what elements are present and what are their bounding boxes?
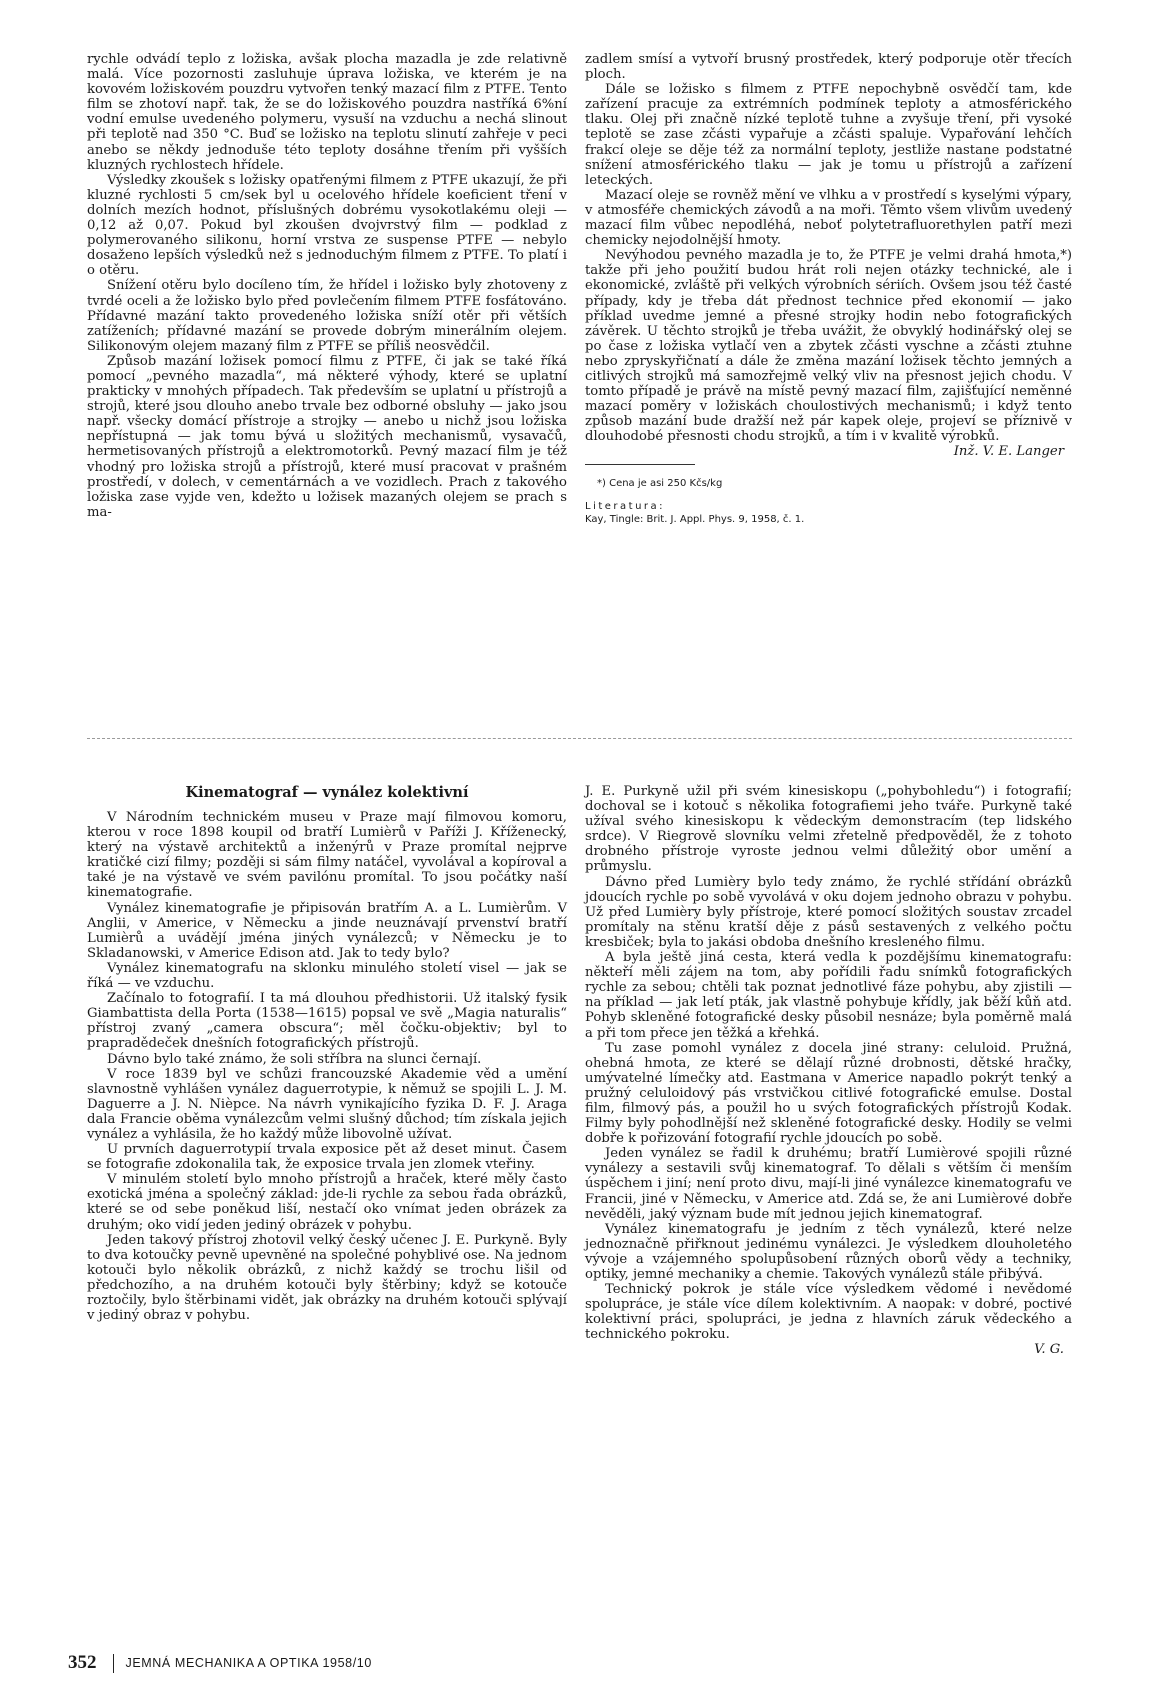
paragraph: V minulém století bylo mnoho přístrojů a hraček, které měly často exotická jména a společný základ: jde-li rychle za sebou řada obrázků, které se od sebe poněkud liší, nestačí oko vnímat jeden obrázek za druhým; oko vidí jeden jediný obrázek v pohybu. (87, 1172, 567, 1233)
paragraph: Mazací oleje se rovněž mění ve vlhku a v prostředí s kyselými výpary, v atmosféře chemických závodů a na moři. Těmto všem vlivům uvedený mazací film vůbec nepodléhá, neboť polytetrafluorethylen patří mezi chemicky nejodolnější hmoty. (585, 187, 1072, 249)
journal-title: JEMNÁ MECHANIKA A OPTIKA 1958/10 (125, 1656, 372, 1670)
article-column-right (585, 784, 1072, 1358)
paragraph: Začínalo to fotografií. I ta má dlouhou předhistorii. Už italský fysik Giambattista della Porta (1538—1615) popsal ve svě „Magia naturalis“ přístroj zvaný „camera obscura“; měl čočku-objektiv; byl to prapradědeček dnešních fotografických přístrojů. (87, 991, 567, 1052)
paragraph: Nevýhodou pevného mazadla je to, že PTFE je velmi drahá hmota,*) takže při jeho použití budou hrát roli nejen otázky technické, ale i ekonomické, zvláště při velkých výrobních sériích. Ovšem jsou též časté případy, kdy je třeba dát přednost technice před ekonomií — jako příklad uvedme jemné a přesné strojky hodin nebo fotografických závěrek. U těchto strojků je třeba uvážit, že obvyklý hodinářský olej se po čase z ložiska vytlačí ven a zbytek zčásti vyschne a zčásti ztuhne nebo zpryskyřičnatí a dále že změna mazání ložisek těchto jemných a citlivých strojků má samozřejmě velký vliv na přesnost jejich chodu. V tomto případě je právě na místě pevný mazací film, zajišťující neměnné mazací poměry v ložiskách choulostivých mechanismů; i když tento způsob mazání bude dražší než pár kapek oleje, projeví se příznivě v dlouhodobé přesnosti chodu strojků, a tím i v kvalitě výrobků. (585, 248, 1072, 445)
footnote: *) Cena je asi 250 Kčs/kg (597, 477, 723, 489)
paragraph: zadlem smísí a vytvoří brusný prostředek, který podporuje otěr třecích ploch. (585, 52, 1072, 83)
paragraph: Jeden takový přístroj zhotovil velký český učenec J. E. Purkyně. Byly to dva kotoučky pevně upevněné na společné pohyblivé ose. Na jednom kotouči bylo několik obrázků, z nichž každý se trochu lišil od předchozího, a na druhém kotouči byly štěrbiny; když se kotouče roztočily, bylo štěrbinami vidět, jak obrázky na druhém kotouči splývají v jediný obraz v pohybu. (87, 1232, 567, 1324)
paragraph: Způsob mazání ložisek pomocí filmu z PTFE, či jak se také říká pomocí „pevného mazadla“, má některé výhody, které se uplatní prakticky v mnohých případech. Tak především se uplatní u přístrojů a strojů, které jsou dlouho anebo trvale bez odborné obsluhy — jako jsou např. všecky domácí přístroje a strojky — anebo u nichž jsou ložiska nepřístupná — jak tomu bývá u složitých mechanismů, vysavačů, hermetisovaných přístrojů a elektromotorků. Pevný mazací film je též vhodný pro ložiska strojů a přístrojů, které musí pracovat v prašném prostředí, v dolech, v cementárnách a ve vozidlech. Prach z takového ložiska zase vyjde ven, kdežto u ložisek mazaných olejem se prach s ma- (87, 353, 567, 520)
paragraph: Výsledky zkoušek s ložisky opatřenými filmem z PTFE ukazují, že při kluzné rychlosti 5 cm/sek byl u ocelového hřídele koeficient tření v dolních mezích hodnot, příslušných dobrému vysokotlakému oleji — 0,12 až 0,07. Pokud byl zkoušen dvojvrstvý film — podklad z polymerovaného silikonu, horní vrstva ze suspense PTFE — nebylo dosaženo lepších výsledků než s jednoduchým filmem z PTFE. To platí i o otěru. (87, 172, 567, 279)
top-article-column-right (585, 52, 1072, 526)
article-title: Kinematograf — vynález kolektivní (185, 784, 469, 801)
section-divider (87, 738, 1072, 739)
paragraph: Vynález kinematografu je jedním z těch vynálezů, které nelze jednoznačně přiřknout jedinému vynálezci. Je výsledkem dlouholetého vývoje a vzájemného spolupůsobení různých oborů vědy a techniky, optiky, jemné mechaniky a chemie. Takových vynálezů stále přibývá. (585, 1221, 1072, 1282)
author-signature: Inž. V. E. Langer (953, 444, 1064, 460)
footnote-rule (585, 464, 695, 465)
literature-heading: Literatura: (585, 500, 666, 512)
paragraph: V roce 1839 byl ve schůzi francouzské Akademie věd a umění slavnostně vyhlášen vynález daguerrotypie, k němuž se spojili L. J. M. Daguerre a J. N. Nièpce. Na návrh vynikajícího fyzika D. F. J. Araga dala Francie oběma vynálezcům velmi slušný důchod; tím získala jejich vynález a vyhlásila, že ho každý může libovolně užívat. (87, 1066, 567, 1142)
paragraph: Dávno bylo také známo, že soli stříbra na slunci černají. (107, 1051, 482, 1067)
paragraph: J. E. Purkyně užil při svém kinesiskopu („pohybohledu“) i fotografií; dochoval se i kotouč s několika fotografiemi jeho tváře. Purkyně také užíval svého kinesiskopu k vědeckým demonstracím (tep lidského srdce). V Riegrově slovníku velmi zřetelně předpověděl, že z tohoto drobného přístroje vyroste jednou velmi důležitý obor umění a průmyslu. (585, 784, 1072, 875)
paragraph: U prvních daguerrotypií trvala exposice pět až deset minut. Časem se fotografie zdokonalila tak, že exposice trvala jen zlomek vteřiny. (87, 1142, 567, 1173)
paragraph: A byla ještě jiná cesta, která vedla k pozdějšímu kinematografu: někteří měli zájem na tom, aby pořídili řadu snímků fotografických rychle za sebou; chtěli tak poznat jednotlivé fáze pohybu, aby zjistili — na příklad — jak letí pták, jak vlastně pohybuje křídly, jak běží kůň atd. Pohyb skleněné fotografické desky působil nesnáze; byla poměrně malá a při tom přece jen těžká a křehká. (585, 950, 1072, 1041)
paragraph: Dále se ložisko s filmem z PTFE nepochybně osvědčí tam, kde zařízení pracuje za extrémních podmínek teploty a atmosférického tlaku. Olej při značně nízké teplotě tuhne a zvyšuje tření, při vysoké teplotě se zase zčásti vypařuje a zčásti spaluje. Vypařování lehčích frakcí oleje se děje též za normální teploty, jestliže nastane podstatné snížení atmosférického tlaku — jak je tomu u přístrojů a zařízení leteckých. (585, 82, 1072, 188)
paragraph: V Národním technickém museu v Praze mají filmovou komoru, kterou v roce 1898 koupil od bratří Lumièrů v Paříži J. Kříženecký, který na výstavě architektů a inženýrů v Praze promítal nejprve kratičké cizí filmy; později si sám filmy natáčel, vyvolával a kopíroval a také je na výstavě ve svém pavilónu promítal. To jsou počátky naší kinematografie. (87, 810, 567, 901)
paragraph: Snížení otěru bylo docíleno tím, že hřídel i ložisko byly zhotoveny z tvrdé oceli a že ložisko bylo před povlečením filmem PTFE fosfátováno. Přídavné mazání takto provedeného ložiska sníží otěr při větších zatíženích; přídavné mazání se provede dobrým minerálním olejem. Silikonovým olejem mazaný film z PTFE se příliš neosvědčil. (87, 278, 567, 354)
paragraph: Jeden vynález se řadil k druhému; bratří Lumièrové spojili různé vynálezy a sestavili svůj kinematograf. To dělali s větším či menším úspěchem i jiní; není proto divu, mají-li jiné vynálezce kinematografu ve Francii, jiné v Německu, v Americe atd. Zdá se, že ani Lumièrové dobře nevěděli, jaký význam bude mít jednou jejich kinematograf. (585, 1146, 1072, 1222)
paragraph: Technický pokrok je stále více výsledkem vědomé i nevědomé spolupráce, je stále více dílem kolektivním. A naopak: v dobré, poctivé kolektivní práci, spolupráci, je jedna z hlavních záruk vědeckého a technického pokroku. (585, 1282, 1072, 1343)
article-column-left (87, 784, 567, 1323)
literature-block (585, 500, 1072, 526)
top-article-column-left (87, 52, 567, 520)
footer-divider (113, 1654, 114, 1673)
paragraph: Tu zase pomohl vynález z docela jiné strany: celuloid. Pružná, ohebná hmota, ze které se dělají různé drobnosti, dětské hračky, umývatelné límečky atd. Eastmana v Americe napadlo pokrýt tenký a pružný celuloidový pás vrstvičkou citlivé fotografické emulse. Dostal film, filmový pás, a použil ho u svých fotografických přístrojů Kodak. Filmy byly pohodlnější než skleněné fotografické desky. Hodily se velmi dobře k pořizování fotografií rychle jdoucích po sobě. (585, 1040, 1072, 1147)
page-footer (68, 1652, 372, 1674)
paragraph: Vynález kinematografie je připisován bratřím A. a L. Lumièrům. V Anglii, v Americe, v Německu a jinde neuznávají prvenství bratří Lumièrů a uvádějí jména jiných vynálezců; v Německu je to Skladanowski, v Americe Edison atd. Jak to tedy bylo? (87, 900, 567, 961)
paragraph: Vynález kinematografu na sklonku minulého století visel — jak se říká — ve vzduchu. (87, 960, 567, 992)
page-number: 352 (68, 1652, 97, 1673)
author-signature: V. G. (1034, 1342, 1064, 1358)
paragraph: Dávno před Lumièry bylo tedy známo, že rychlé střídání obrázků jdoucích rychle po sobě vyvolává v oku dojem jednoho obrazu v pohybu. Už před Lumièry byly přístroje, které pomocí složitých soustav zrcadel promítaly na stěnu kratší děje z pásů sestavených z velkého počtu kresbiček; byla to jakási obdoba dnešního kresleného filmu. (585, 874, 1072, 950)
paragraph: rychle odvádí teplo z ložiska, avšak plocha mazadla je zde relativně malá. Více pozornosti zasluhuje úprava ložiska, ve kterém je na kovovém ložiskovém pouzdru vytvořen tenký mazací film z PTFE. Tento film se zhotoví např. tak, že se do ložiskového pouzdra nastříká 6%ní vodní emulse uvedeného polymeru, vysuší na vzduchu a nechá slinout při teplotě nad 350 °C. Buď se ložisko na teplotu slinutí zahřeje v peci anebo se někdy jednoduše této teploty dosáhne třením při vyšších kluzných rychlostech hřídele. (87, 52, 567, 173)
literature-reference: Kay, Tingle: Brit. J. Appl. Phys. 9, 1958, č. 1. (585, 513, 805, 525)
